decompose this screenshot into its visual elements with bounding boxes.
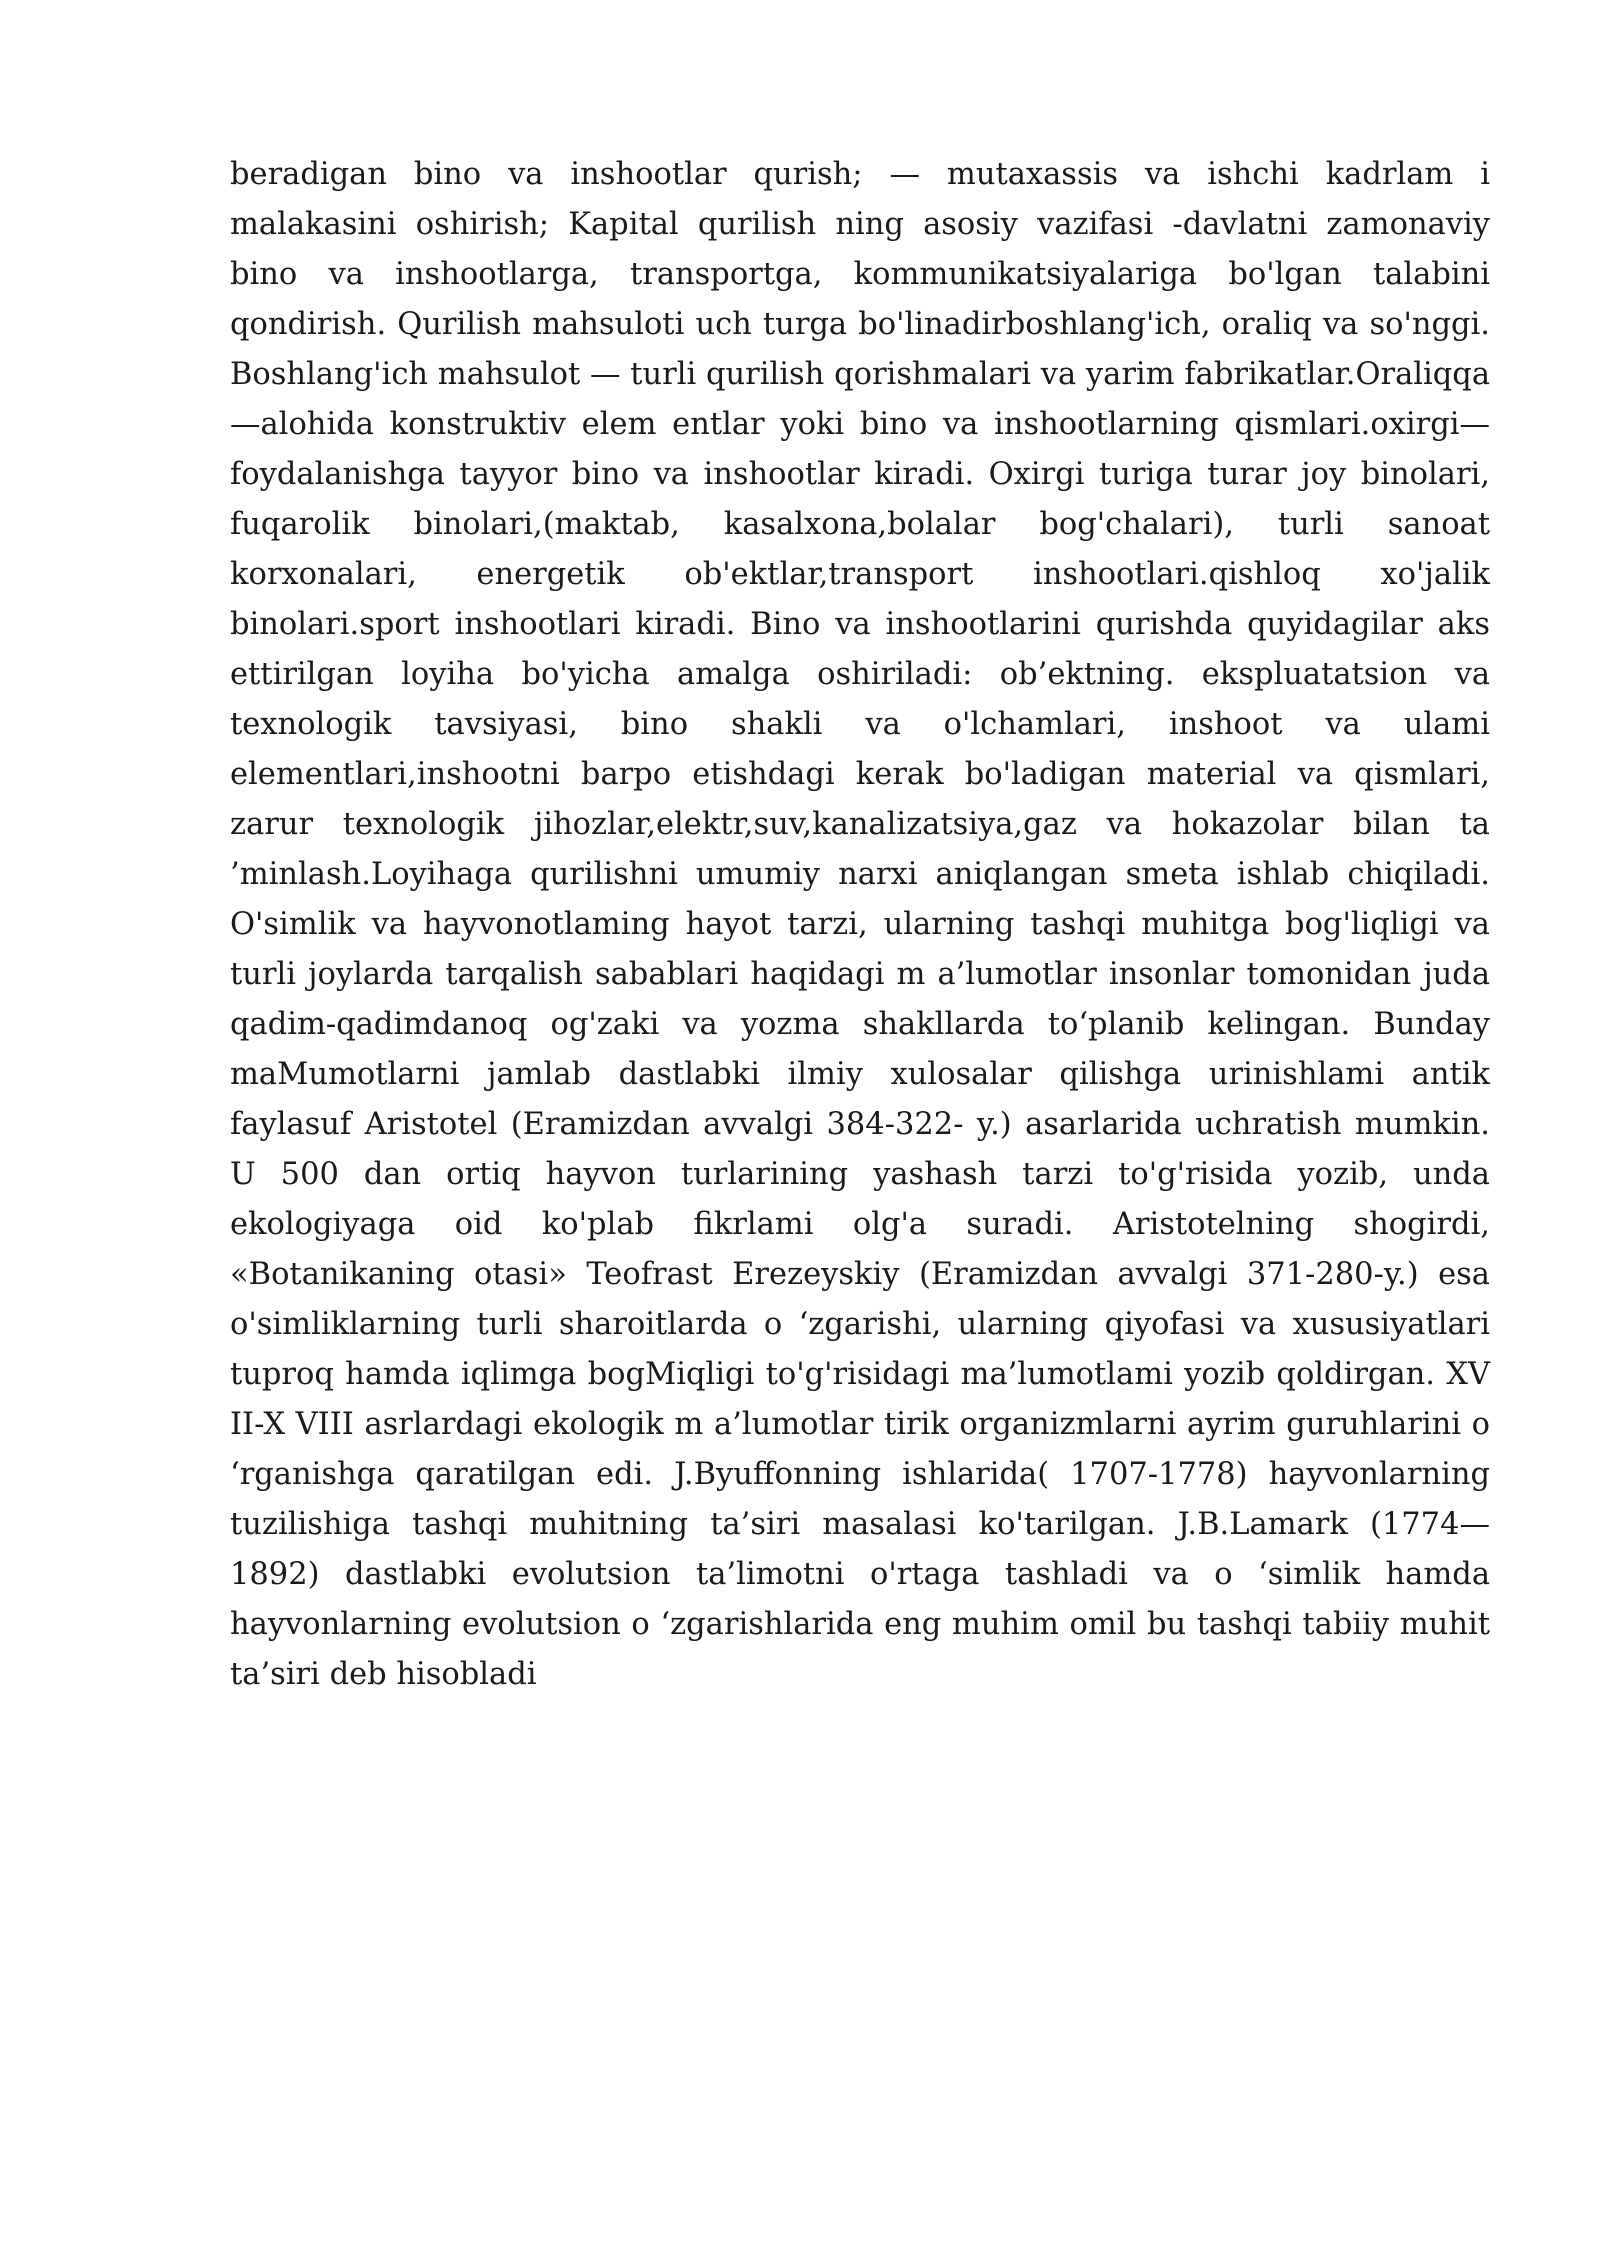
body-paragraph: beradigan bino va inshootlar qurish; — mutaxassis va ishchi kadrlam i malakasini oshirish; Kapital qurilish ning asosiy vazifasi -davlatni zamonaviy bino va inshootlarga, transportga, kommunikatsiyalariga bo'lgan talabini qondirish. Qurilish mahsuloti uch turga bo'linadirboshlang'ich, oraliq va so'nggi. Boshlang'ich mahsulot — turli qurilish qorishmalari va yarim fabrikatlar.Oraliqqa —alohida konstruktiv elem entlar yoki bino va inshootlarning qismlari.oxirgi— foydalanishga tayyor bino va inshootlar kiradi. Oxirgi turiga turar joy binolari, fuqarolik binolari,(maktab, kasalxona,bolalar bog'chalari), turli sanoat korxonalari, energetik ob'ektlar,transport inshootlari.qishloq xo'jalik binolari.sport inshootlari kiradi. Bino va inshootlarini qurishda quyidagilar aks ettirilgan loyiha bo'yicha amalga oshiriladi: ob’ektning. ekspluatatsion va texnologik tavsiyasi, bino shakli va o'lchamlari, inshoot va ulami elementlari,inshootni barpo etishdagi kerak bo'ladigan material va qismlari, zarur texnologik jihozlar,elektr,suv,kanalizatsiya,gaz va hokazolar bilan ta ’minlash.Loyihaga qurilishni umumiy narxi aniqlangan smeta ishlab chiqiladi. O'simlik va hayvonotlaming hayot tarzi, ularning tashqi muhitga bog'liqligi va turli joylarda tarqalish sabablari haqidagi m a’lumotlar insonlar tomonidan juda qadim-qadimdanoq og'zaki va yozma shakllarda to‘planib kelingan. Bunday maMumotlarni jamlab dastlabki ilmiy xulosalar qilishga urinishlami antik faylasuf Aristotel (Eramizdan avvalgi 384-322- y.) asarlarida uchratish mumkin. U 500 dan ortiq hayvon turlarining yashash tarzi to'g'risida yozib, unda ekologiyaga oid ko'plab fikrlami olg'a suradi. Aristotelning shogirdi, «Botanikaning otasi» Teofrast Erezeyskiy (Eramizdan avvalgi 371-280-y.) esa o'simliklarning turli sharoitlarda o ‘zgarishi, ularning qiyofasi va xususiyatlari tuproq hamda iqlimga bogMiqligi to'g'risidagi ma’lumotlami yozib qoldirgan. XV II-X VIII asrlardagi ekologik m a’lumotlar tirik organizmlarni ayrim guruhlarini o ‘rganishga qaratilgan edi. J.Byuffonning ishlarida( 1707-1778) hayvonlarning tuzilishiga tashqi muhitning ta’siri masalasi ko'tarilgan. J.B.Lamark (1774— 1892) dastlabki evolutsion ta’limotni o'rtaga tashladi va o ‘simlik hamda hayvonlarning evolutsion o ‘zgarishlarida eng muhim omil bu tashqi tabiiy muhit ta’siri deb hisobladi	[230, 157, 1490, 1692]
